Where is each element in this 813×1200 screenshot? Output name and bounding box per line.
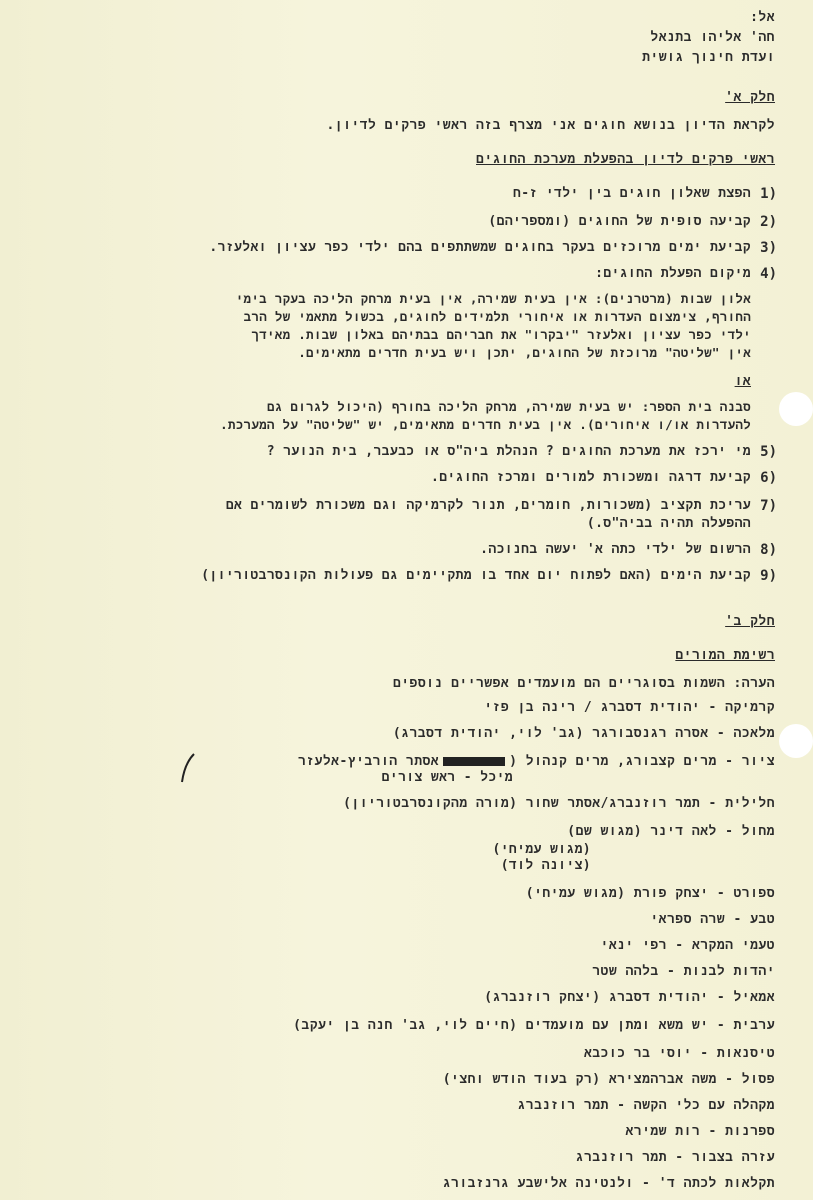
recipient-name: חה' אליהו בתנאל [650, 30, 775, 45]
list-item-continuation: ההפעלה תהיה בביה"ס.) [586, 516, 751, 531]
part-a-subtitle: ראשי פרקים לדיון בהפעלת מערכת החוגים [476, 152, 775, 167]
alon-shvut-paragraph [61, 290, 751, 362]
paragraph-line: סבנה בית הספר: יש בעית שמירה, מרחק הליכה בחורף (היכול לגרום גם [266, 399, 751, 414]
item-number: 1) [760, 186, 777, 202]
part-b-note: הערה: השמות בסוגריים הם מועמדים אפשריים נוספים [392, 676, 775, 691]
part-a-intro: לקראת הדיון בנושא חוגים אני מצרף בזה ראשי פרקים לדיון. [326, 118, 775, 133]
teacher-row: קרמיקה - יהודית דסברג / רינה בן פזי [484, 700, 775, 715]
item-number: 5) [760, 444, 777, 460]
teacher-row: טבע - שרה ספראי [650, 912, 775, 927]
list-item: קביעה סופית של החוגים (ומספריהם) [488, 214, 751, 229]
list-item: קביעת הימים (האם לפתוח יום אחד בו מתקיימים גם פעולות הקונסרבטוריון) [201, 568, 751, 583]
school-paragraph [61, 398, 751, 434]
teacher-row-text: אסתר הורביץ-אלעזר [297, 754, 440, 769]
teacher-row-text: ציור - מרים קצבורג, מרים קנהול ( [509, 754, 775, 769]
item-number: 7) [760, 498, 777, 514]
teacher-row [298, 754, 775, 769]
paragraph-line: החורף, צימצום העדרות או איחורי תלמידים לחוגים, בכשול מתאמי של הרב [243, 309, 751, 324]
teacher-row: טעמי המקרא - רפי ינאי [600, 938, 775, 953]
item-number: 3) [760, 240, 777, 256]
teacher-row: חלילית - תמר רוזנברג/אסתר שחור (מורה מהקונסרבטוריון) [343, 796, 775, 811]
recipient-committee: ועדת חינוך גושית [642, 50, 775, 65]
item-number: 2) [760, 214, 777, 230]
paragraph-line: להעדרות או/ו איחורים). אין בעית חדרים מתאימים, יש "שליטה" על המערכת. [220, 417, 751, 432]
teacher-row: אמאיל - יהודית דסברג (יצחק רוזנברג) [484, 990, 775, 1005]
item-number: 9) [760, 568, 777, 584]
paragraph-line: ילדי כפר עציון ואלעזר "יבקרו" את חבריהם בבתיהם באלון שבות. מאידך [251, 327, 751, 342]
or-label: או [734, 374, 751, 389]
list-item: מיקום הפעלת החוגים: [595, 266, 751, 281]
part-b-title: חלק ב' [725, 614, 775, 629]
teacher-row: תקלאות לכתה ד' - ולנטינה אלישבע גרנזבורג [442, 1176, 775, 1191]
part-a-title: חלק א' [725, 90, 775, 105]
teacher-row: יהדות לבנות - בלהה שטר [592, 964, 775, 979]
teacher-row-continuation: (ציונה לוד) [500, 858, 591, 873]
item-number: 6) [760, 470, 777, 486]
list-item: הפצת שאלון חוגים בין ילדי ז-ח [513, 186, 751, 201]
recipient-label: אל: [750, 10, 775, 25]
teacher-row-continuation: (מגוש עמיחי) [492, 842, 591, 857]
list-item: קביעת ימים מרוכזים בעקר בחוגים שמשתתפים בהם ילדי כפר עציון ואלעזר. [209, 240, 751, 255]
teacher-row: מחול - לאה דינר (מגוש שם) [567, 824, 775, 839]
part-b-subtitle: רשימת המורים [675, 648, 775, 663]
list-item: מי ירכז את מערכת החוגים ? הנהלת ביה"ס או כבעבר, בית הנוער ? [266, 444, 751, 459]
list-item: הרשום של ילדי כתה א' יעשה בחנוכה. [480, 542, 751, 557]
item-number: 4) [760, 266, 777, 282]
teacher-row: ספורט - יצחק פורת (מגוש עמיחי) [525, 886, 775, 901]
teacher-row: מלאכה - אסרה רגנסבורגר (גב' לוי, יהודית דסברג) [392, 726, 775, 741]
paragraph-line: אין "שליטה" מרוכזת של החוגים, יתכן ויש בעית חדרים מתאימים. [298, 345, 751, 360]
teacher-row: ספרנות - רות שמירא [625, 1124, 775, 1139]
teacher-row: עזרה בצבור - תמר רוזנברג [575, 1150, 775, 1165]
punch-hole [779, 392, 813, 426]
paragraph-line: אלון שבות (מרטרנים): אין בעית שמירה, אין בעית מרחק הליכה בעקר בימי [235, 291, 751, 306]
teacher-row-continuation: מיכל - ראש צורים [381, 770, 513, 785]
teacher-row: ערבית - יש משא ומתן עם מועמדים (חיים לוי, גב' חנה בן יעקב) [293, 1018, 775, 1033]
teacher-row: פסול - משה אברהמצירא (רק בעוד הודש וחצי) [442, 1072, 775, 1087]
list-item: קביעת דרגה ומשכורת למורים ומרכז החוגים. [430, 470, 751, 485]
teacher-row: מקהלה עם כלי הקשה - תמר רוזנברג [517, 1098, 775, 1113]
teacher-row: טיסנאות - יוסי בר כוכבא [583, 1046, 775, 1061]
punch-hole [779, 724, 813, 758]
redaction-bar [443, 757, 505, 766]
pen-mark-icon [178, 752, 198, 786]
item-number: 8) [760, 542, 777, 558]
list-item: עריכת תקציב (משכורות, חומרים, תנור לקרמיקה וגם משכורת לשומרים אם [225, 498, 751, 513]
